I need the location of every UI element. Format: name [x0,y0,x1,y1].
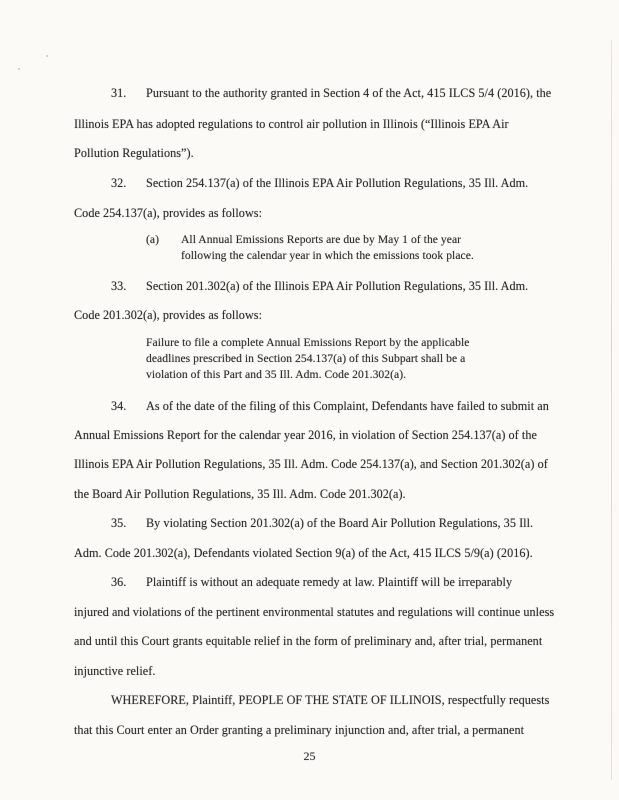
paragraph-text: By violating Section 201.302(a) of the Board Air Pollution Regulations, 35 Ill. [146,516,534,530]
paragraph-text: Code 254.137(a), provides as follows: [74,206,263,220]
paragraph-number: 35. [111,516,127,530]
paragraph-text: As of the date of the filing of this Complaint, Defendants have failed to submit an [146,399,549,413]
paragraph-number: 31. [111,86,127,100]
paragraph-text: Section 201.302(a) of the Illinois EPA Air Pollution Regulations, 35 Ill. Adm. [146,279,529,293]
scan-edge-line [611,40,612,780]
paragraph-text: Plaintiff is without an adequate remedy at law. Plaintiff will be irreparably [146,575,513,589]
paragraph-text: Code 201.302(a), provides as follows: [74,308,263,322]
paragraph-text: Illinois EPA Air Pollution Regulations, 35 Ill. Adm. Code 254.137(a), and Section 201.302(a) of [74,457,548,471]
scan-speck [18,68,20,70]
paragraph-text: injured and violations of the pertinent environmental statutes and regulations will continue unless [74,605,555,619]
paragraph-text: that this Court enter an Order granting a preliminary injunction and, after trial, a permanent [74,723,525,737]
paragraph-text: Adm. Code 201.302(a), Defendants violated Section 9(a) of the Act, 415 ILCS 5/9(a) (2016). [74,546,533,560]
paragraph-text: Pollution Regulations”). [74,146,194,160]
paragraph-number: 33. [111,279,127,293]
quote-label: (a) [146,233,160,246]
paragraph-text: Illinois EPA has adopted regulations to control air pollution in Illinois (“Illinois EPA Air [74,117,509,131]
paragraph-text: Annual Emissions Report for the calendar year 2016, in violation of Section 254.137(a) of the [74,428,537,442]
page-number: 25 [303,749,316,763]
paragraph-text: Section 254.137(a) of the Illinois EPA Air Pollution Regulations, 35 Ill. Adm. [146,176,529,190]
scan-speck [46,55,48,57]
paragraph-number: 34. [111,399,127,413]
paragraph-text: the Board Air Pollution Regulations, 35 Ill. Adm. Code 201.302(a). [74,487,406,501]
quote-text: All Annual Emissions Reports are due by May 1 of the year [181,233,462,246]
quote-text: Failure to file a complete Annual Emissions Report by the applicable [146,336,470,349]
quote-text: deadlines prescribed in Section 254.137(a) of this Subpart shall be a [146,352,466,365]
paragraph-number: 32. [111,176,127,190]
paragraph-text: injunctive relief. [74,664,156,678]
paragraph-text: Pursuant to the authority granted in Section 4 of the Act, 415 ILCS 5/4 (2016), the [146,86,552,100]
paragraph-text: and until this Court grants equitable relief in the form of preliminary and, after trial, permanent [74,634,543,648]
quote-text: following the calendar year in which the emissions took place. [181,249,474,262]
paragraph-number: 36. [111,575,127,589]
paragraph-text: WHEREFORE, Plaintiff, PEOPLE OF THE STATE OF ILLINOIS, respectfully requests [111,693,550,707]
quote-text: violation of this Part and 35 Ill. Adm. Code 201.302(a). [146,368,407,381]
